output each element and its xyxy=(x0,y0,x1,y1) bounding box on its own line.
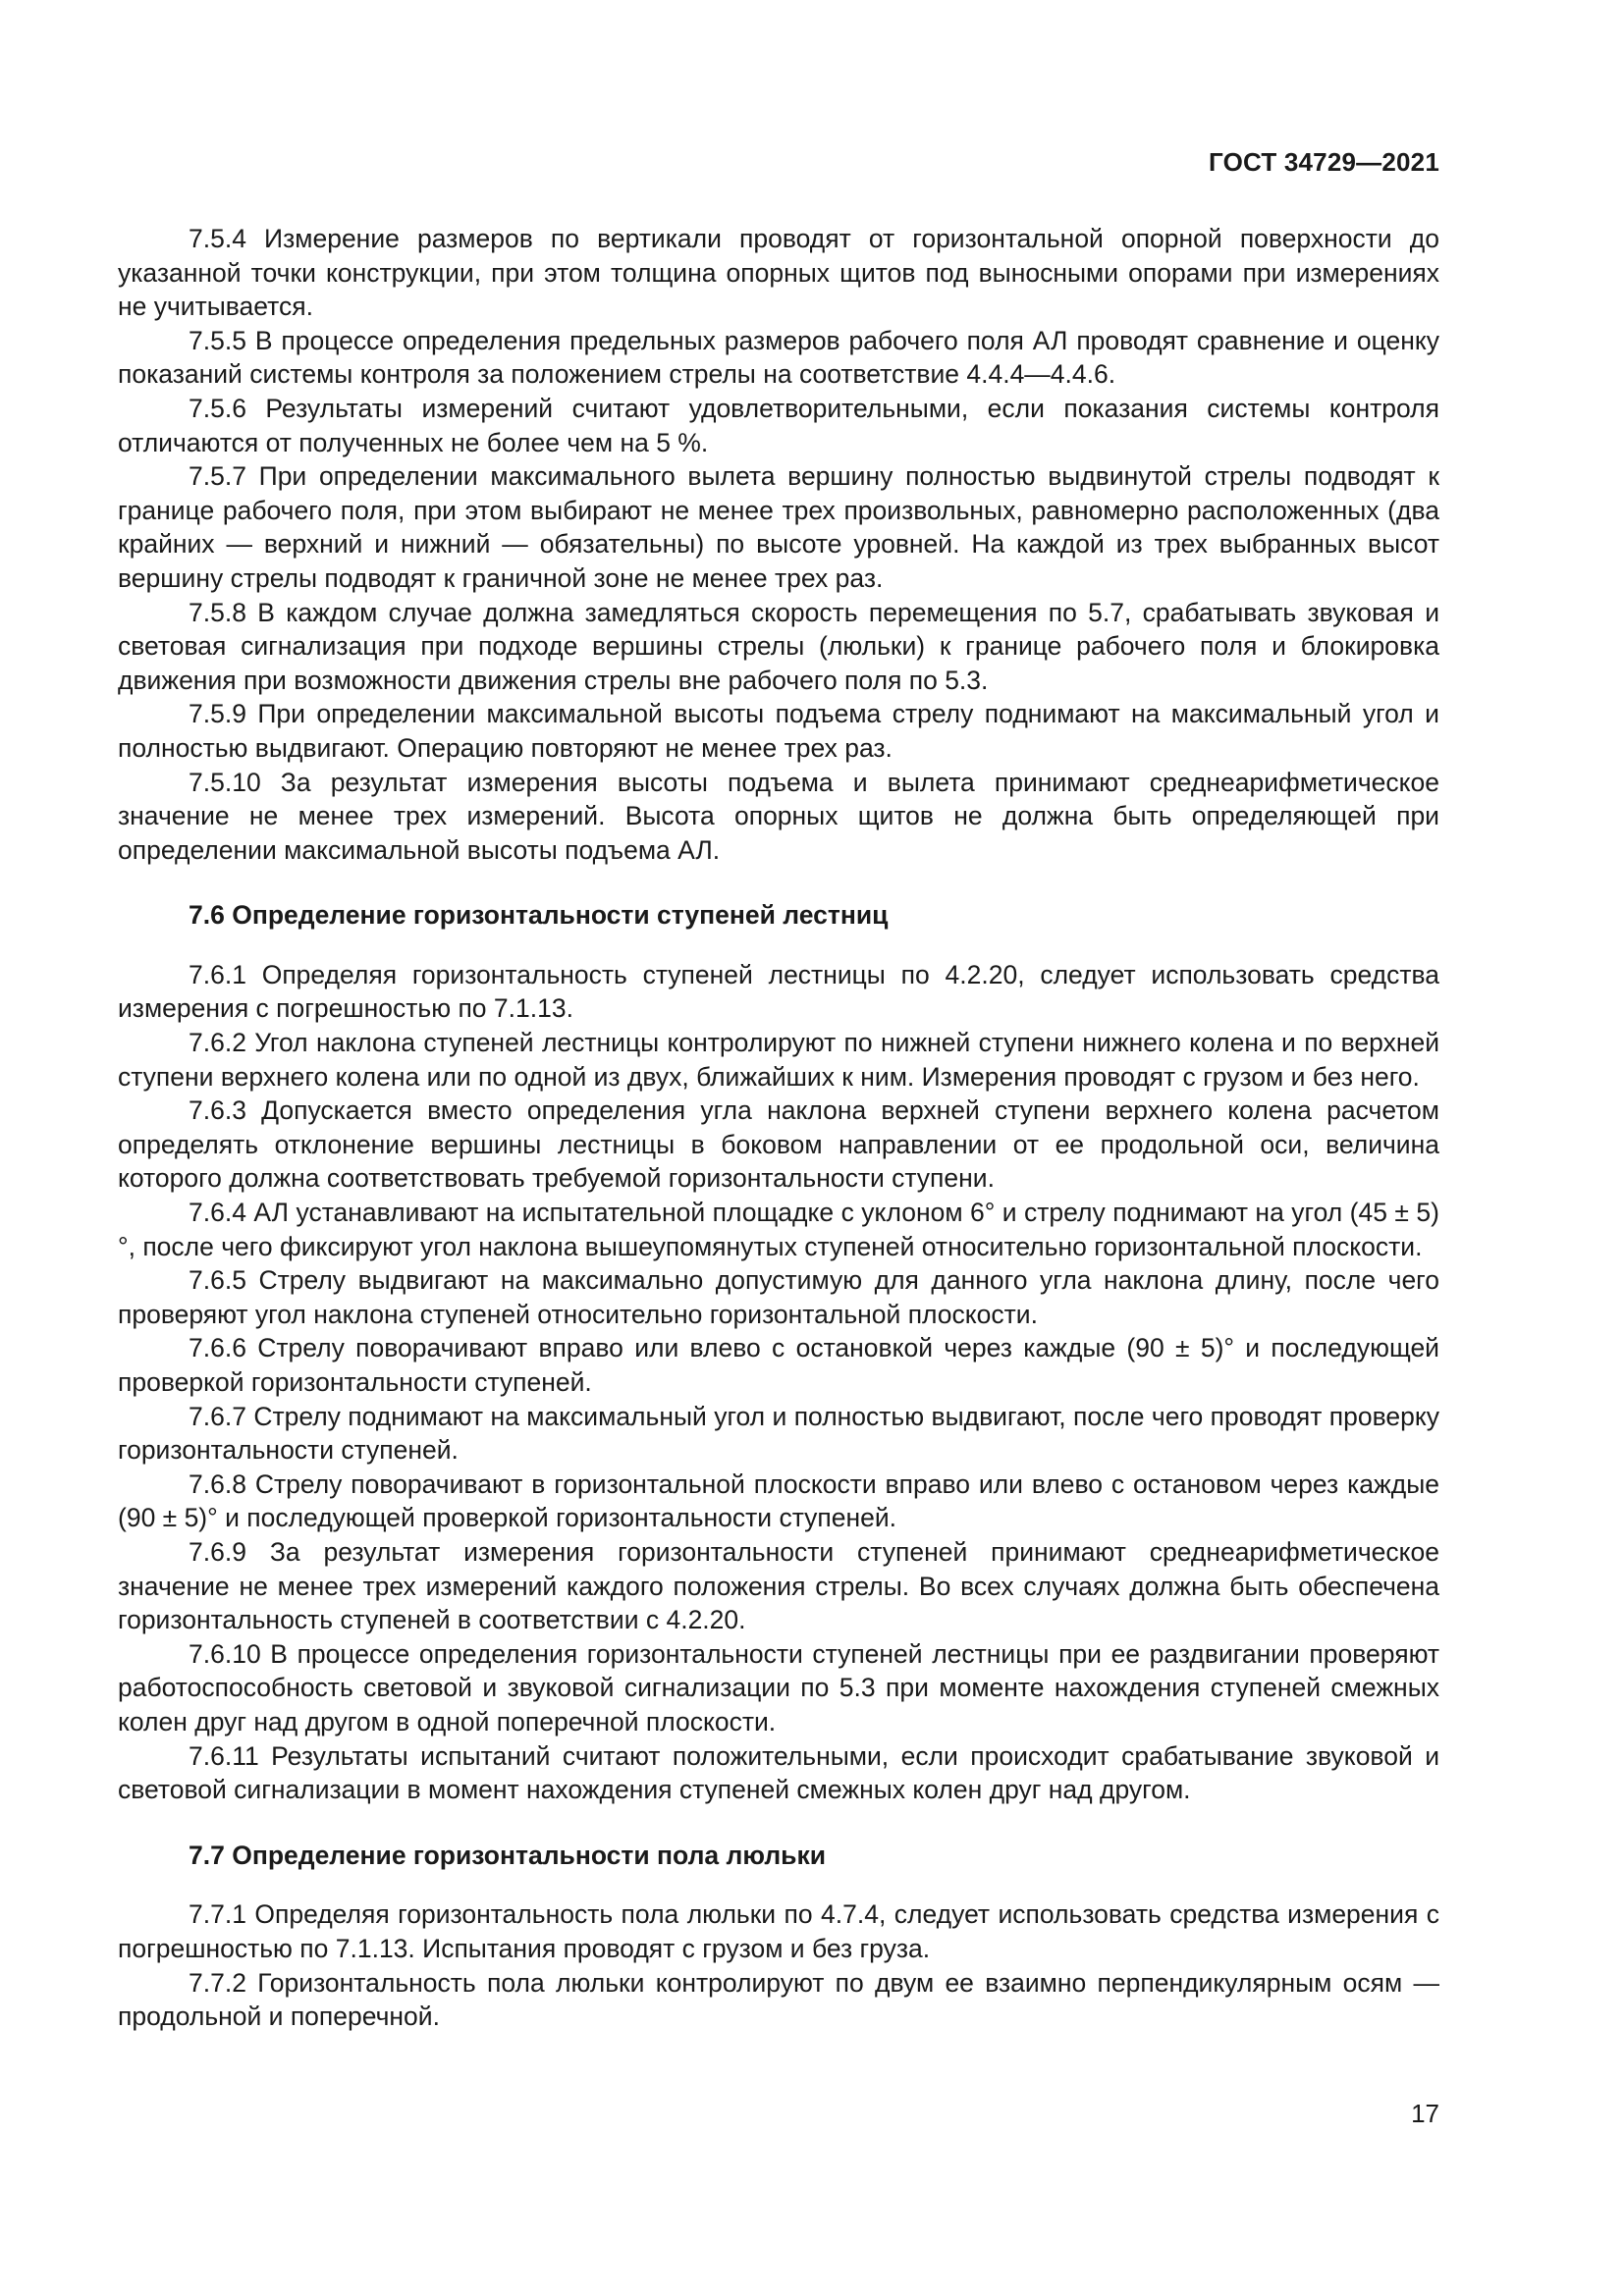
paragraph-7-5-5: 7.5.5 В процессе определения предельных размеров рабочего поля АЛ проводят сравнение и оценку показаний системы контроля за положением стрелы на соответствие 4.4.4—4.4.6. xyxy=(118,325,1439,390)
paragraph-7-5-8: 7.5.8 В каждом случае должна замедляться скорость перемещения по 5.7, срабатывать звуковая и световая сигнализация при подходе вершины стрелы (люльки) к границе рабочего поля и блокировка движения при возможности движения стрелы вне рабочего поля по 5.3. xyxy=(118,597,1439,695)
paragraph-7-6-4: 7.6.4 АЛ устанавливают на испытательной площадке с уклоном 6° и стрелу поднимают на угол (45 ± 5)°, после чего фиксируют угол наклона вышеупомянутых ступеней относительно горизонтальной плоскости. xyxy=(118,1198,1439,1261)
paragraph-7-7-1: 7.7.1 Определяя горизонтальность пола люльки по 4.7.4, следует использовать средства измерения с погрешностью по 7.1.13. Испытания проводят с грузом и без груза. xyxy=(118,1899,1439,1963)
page-number: 17 xyxy=(1411,2099,1439,2128)
document-code: ГОСТ 34729—2021 xyxy=(1209,147,1439,177)
paragraph-7-6-6: 7.6.6 Стрелу поворачивают вправо или влево с остановкой через каждые (90 ± 5)° и последующей проверкой горизонтальности ступеней. xyxy=(118,1333,1439,1397)
page-content xyxy=(118,222,1439,2034)
paragraph-7-6-2: 7.6.2 Угол наклона ступеней лестницы контролируют по нижней ступени нижнего колена и по верхней ступени верхнего колена или по одной из двух, ближайших к ним. Измерения проводят с грузом и без него. xyxy=(118,1028,1439,1092)
paragraph-7-7-2: 7.7.2 Горизонтальность пола люльки контролируют по двум ее взаимно перпендикулярным осям — продольной и поперечной. xyxy=(118,1967,1439,2032)
paragraph-7-6-9: 7.6.9 За результат измерения горизонтальности ступеней принимают среднеарифметическое значение не менее трех измерений каждого положения стрелы. Во всех случаях должна быть обеспечена горизонтальность ступеней в соответствии с 4.2.20. xyxy=(118,1536,1439,1635)
paragraph-7-6-3: 7.6.3 Допускается вместо определения угла наклона верхней ступени верхнего колена расчетом определять отклонение вершины лестницы в боковом направлении от ее продольной оси, величина которого должна соответствовать требуемой горизонтальности ступени. xyxy=(118,1095,1439,1194)
paragraph-7-5-10: 7.5.10 За результат измерения высоты подъема и вылета принимают среднеарифметическое значение не менее трех измерений. Высота опорных щитов не должна быть определяющей при определении максимальной высоты подъема АЛ. xyxy=(118,767,1439,865)
paragraph-7-5-7: 7.5.7 При определении максимального вылета вершину полностью выдвинутой стрелы подводят к границе рабочего поля, при этом выбирают не менее трех произвольных, равномерно расположенных (два крайних — верхний и нижний — обязательны) по высоте уровней. На каждой из трех выбранных высот вершину стрелы подводят к граничной зоне не менее трех раз. xyxy=(118,461,1439,593)
paragraph-7-5-4: 7.5.4 Измерение размеров по вертикали проводят от горизонтальной опорной поверхности до указанной точки конструкции, при этом толщина опорных щитов под выносными опорами при измерениях не учитывается. xyxy=(118,224,1439,322)
paragraph-7-6-10: 7.6.10 В процессе определения горизонтальности ступеней лестницы при ее раздвигании проверяют работоспособность световой и звуковой сигнализации по 5.3 при моменте нахождения ступеней смежных колен друг над другом в одной поперечной плоскости. xyxy=(118,1638,1439,1736)
paragraph-7-6-5: 7.6.5 Стрелу выдвигают на максимально допустимую для данного угла наклона длину, после чего проверяют угол наклона ступеней относительно горизонтальной плоскости. xyxy=(118,1265,1439,1329)
paragraph-7-5-9: 7.5.9 При определении максимальной высоты подъема стрелу поднимают на максимальный угол и полностью выдвигают. Операцию повторяют не менее трех раз. xyxy=(118,699,1439,763)
paragraph-7-6-8: 7.6.8 Стрелу поворачивают в горизонтальной плоскости вправо или влево с остановом через каждые (90 ± 5)° и последующей проверкой горизонтальности ступеней. xyxy=(118,1468,1439,1533)
paragraph-7-5-6: 7.5.6 Результаты измерений считают удовлетворительными, если показания системы контроля отличаются от полученных не более чем на 5 %. xyxy=(118,393,1439,457)
section-heading-7-7: 7.7 Определение горизонтальности пола люльки xyxy=(189,1840,826,1870)
paragraph-7-6-11: 7.6.11 Результаты испытаний считают положительными, если происходит срабатывание звуковой и световой сигнализации в момент нахождения ступеней смежных колен друг над другом. xyxy=(118,1740,1439,1805)
paragraph-7-6-1: 7.6.1 Определяя горизонтальность ступеней лестницы по 4.2.20, следует использовать средства измерения с погрешностью по 7.1.13. xyxy=(118,959,1439,1024)
paragraph-7-6-7: 7.6.7 Стрелу поднимают на максимальный угол и полностью выдвигают, после чего проводят проверку горизонтальности ступеней. xyxy=(118,1401,1439,1466)
section-heading-7-6: 7.6 Определение горизонтальности ступеней лестниц xyxy=(189,900,889,931)
